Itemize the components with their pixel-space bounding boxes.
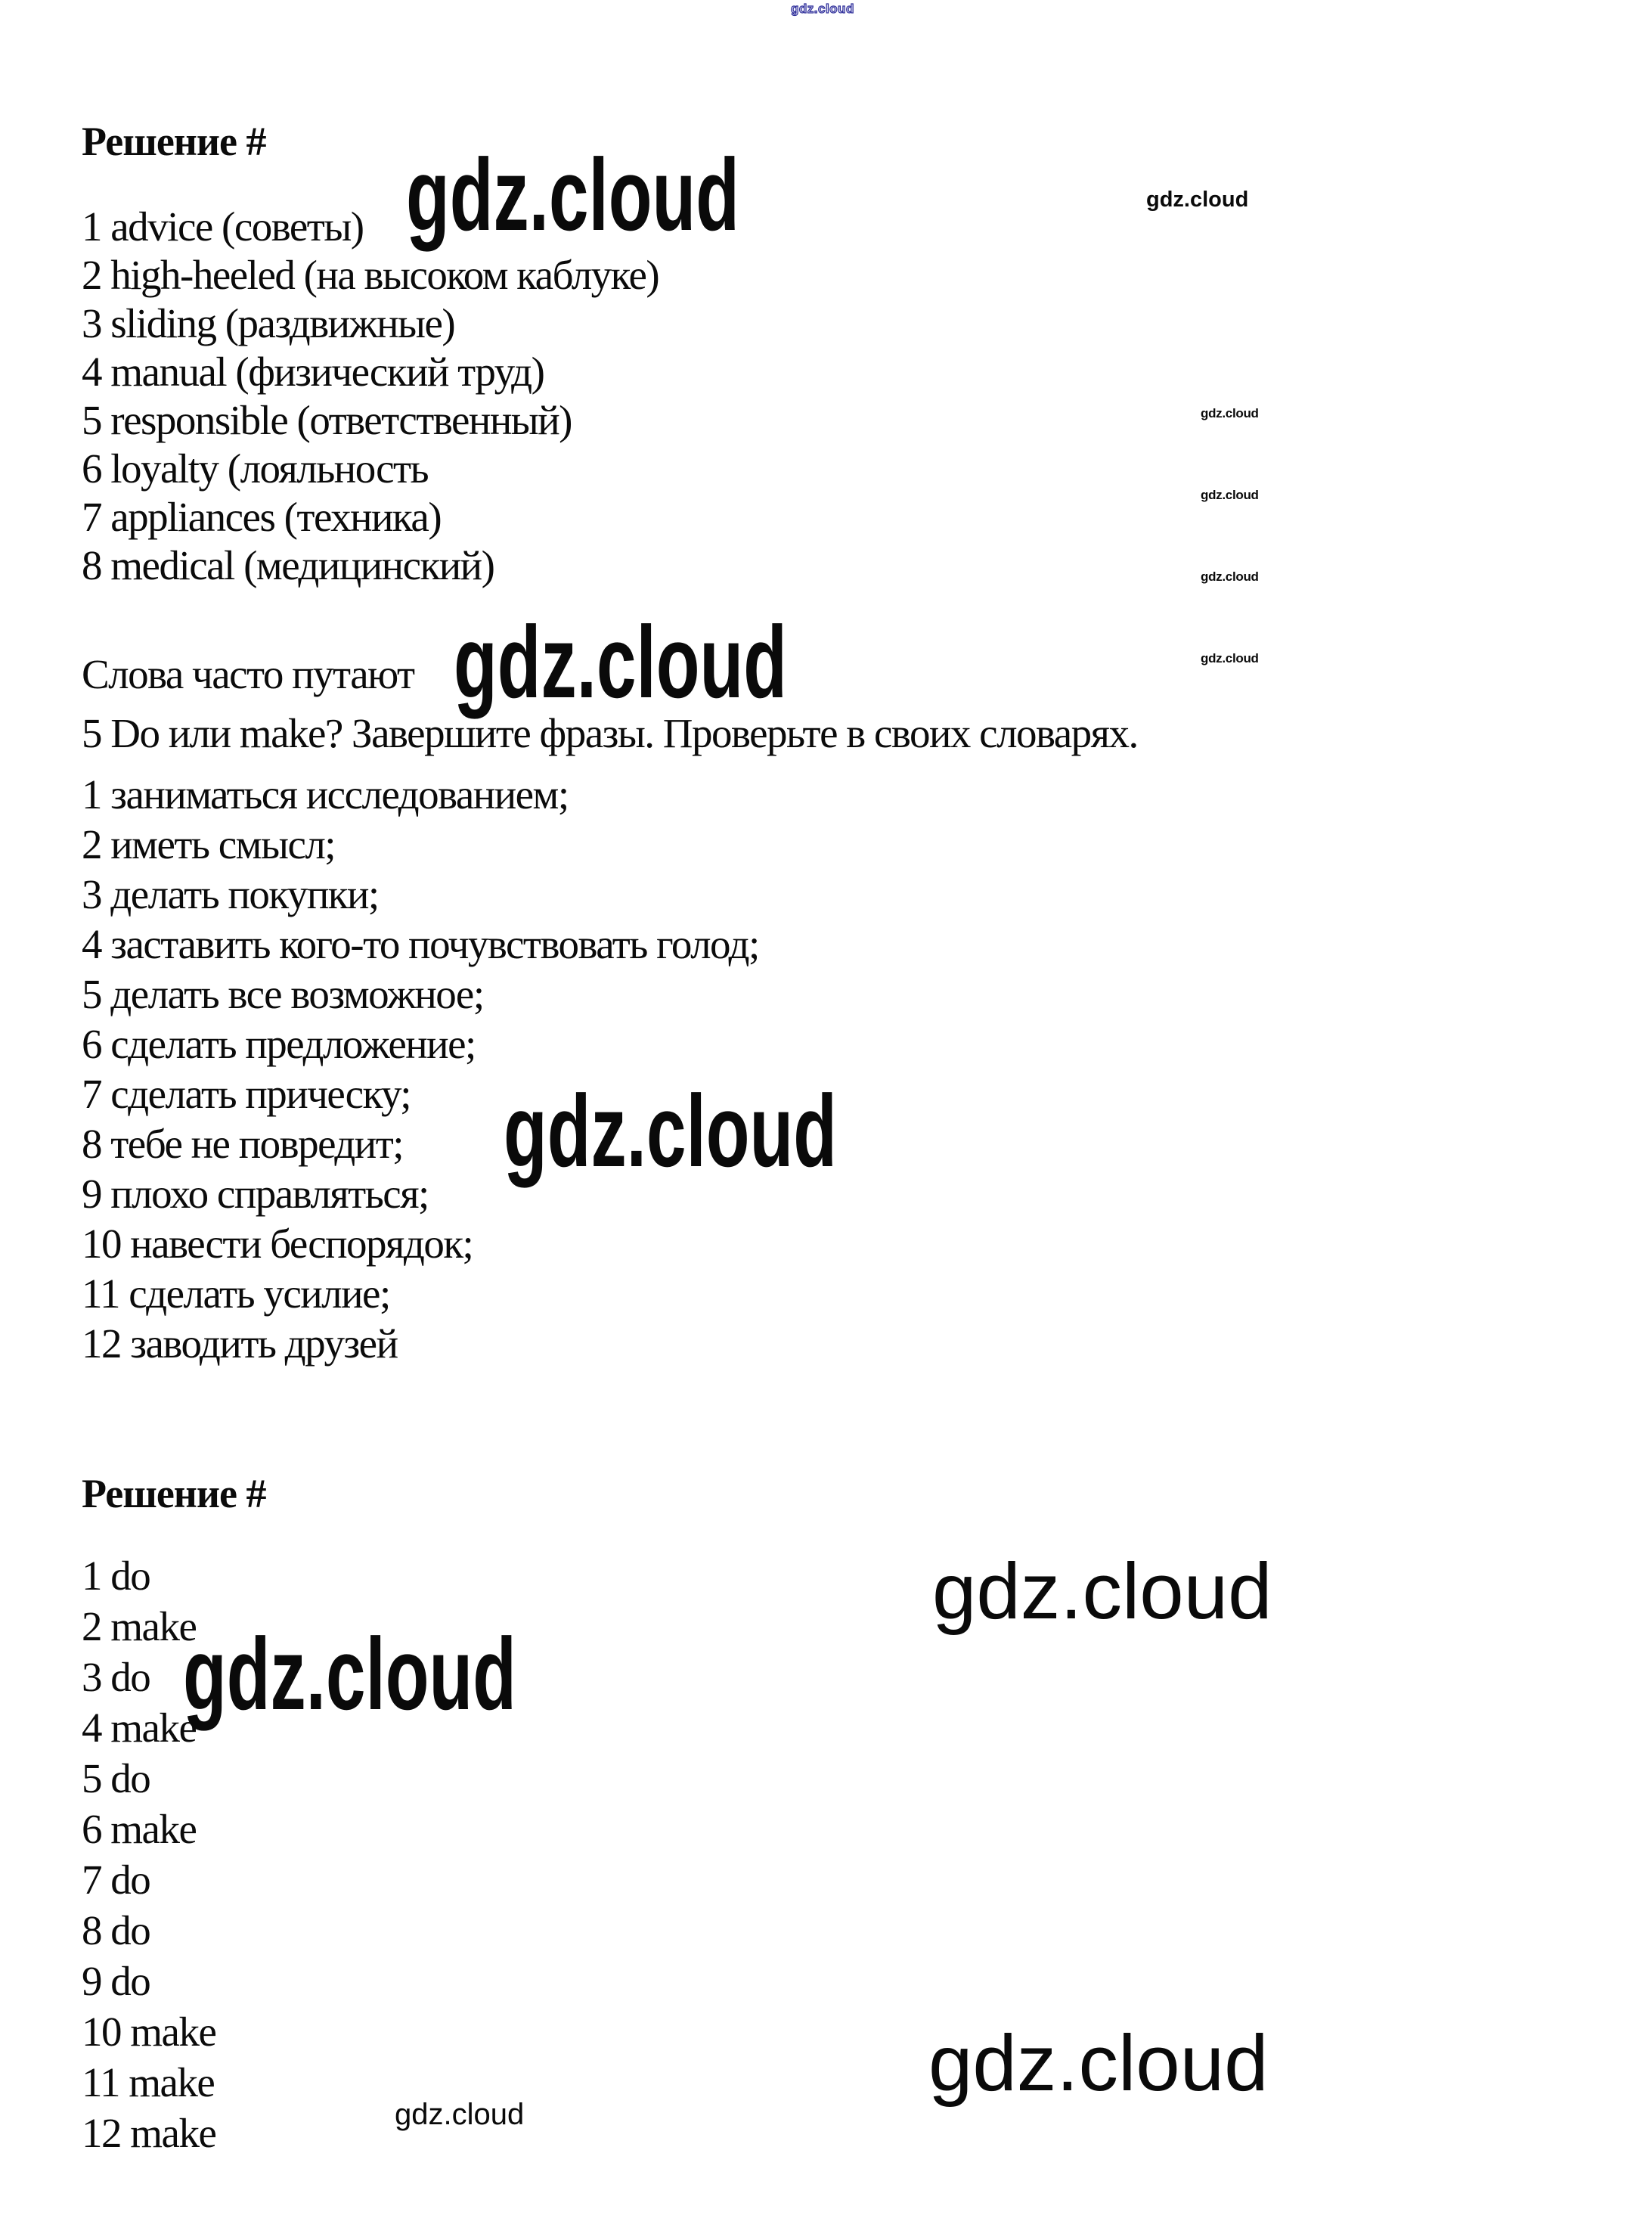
phrase-item: 10 навести беспорядок; bbox=[82, 1221, 473, 1267]
phrase-item: 4 заставить кого-то почувствовать голод; bbox=[82, 921, 759, 967]
watermark-small-4: gdz.cloud bbox=[1201, 651, 1259, 665]
answer-item: 3 do bbox=[82, 1654, 150, 1700]
phrase-item: 8 тебе не повредит; bbox=[82, 1121, 404, 1167]
watermark-big-3: gdz.cloud bbox=[504, 1074, 837, 1188]
phrase-item: 2 иметь смысл; bbox=[82, 821, 336, 867]
phrase-item: 1 заниматься исследованием; bbox=[82, 771, 569, 818]
solution1-item: 2 high-heeled (на высоком каблуке) bbox=[82, 252, 659, 298]
answer-item: 12 make bbox=[82, 2110, 216, 2156]
answer-item: 7 do bbox=[82, 1857, 150, 1903]
answer-item: 1 do bbox=[82, 1553, 150, 1599]
solution1-item: 3 sliding (раздвижные) bbox=[82, 300, 455, 346]
answer-item: 10 make bbox=[82, 2009, 216, 2055]
solution1-item: 7 appliances (техника) bbox=[82, 494, 442, 540]
watermark-small-2: gdz.cloud bbox=[1201, 488, 1259, 502]
answer-item: 11 make bbox=[82, 2059, 215, 2105]
confused-words-heading: Слова часто путают bbox=[82, 651, 414, 697]
phrase-item: 11 сделать усилие; bbox=[82, 1270, 390, 1317]
watermark-small-1: gdz.cloud bbox=[1201, 406, 1259, 420]
solution1-list bbox=[82, 203, 659, 590]
solution2-heading: Решение # bbox=[82, 1471, 266, 1516]
solution1-item: 5 responsible (ответственный) bbox=[82, 397, 572, 443]
solution1-item: 1 advice (советы) bbox=[82, 203, 364, 250]
answer-item: 4 make bbox=[82, 1705, 197, 1751]
solution1-heading: Решение # bbox=[82, 119, 266, 164]
phrase-item: 3 делать покупки; bbox=[82, 871, 379, 917]
solution1-item: 6 loyalty (лояльность bbox=[82, 445, 429, 492]
answer-item: 8 do bbox=[82, 1907, 150, 1953]
watermark-small-3: gdz.cloud bbox=[1201, 569, 1259, 584]
watermark-medium-bottom: gdz.cloud bbox=[395, 2098, 525, 2131]
phrase-item: 5 делать все возможное; bbox=[82, 971, 484, 1017]
watermark-medium-top-right: gdz.cloud bbox=[1146, 188, 1249, 212]
phrase-item: 12 заводить друзей bbox=[82, 1320, 398, 1367]
solution1-item: 8 medical (медицинский) bbox=[82, 542, 494, 588]
solution1-item: 4 manual (физический труд) bbox=[82, 349, 544, 395]
confused-words-list bbox=[82, 770, 759, 1369]
phrase-item: 6 сделать предложение; bbox=[82, 1021, 476, 1067]
watermark-big-4: gdz.cloud bbox=[183, 1617, 516, 1731]
confused-words-task: 5 Do или make? Завершите фразы. Проверьте в своих словарях. bbox=[82, 710, 1138, 756]
answer-item: 2 make bbox=[82, 1603, 197, 1649]
watermark-big-2: gdz.cloud bbox=[454, 605, 787, 719]
watermark-big-6: gdz.cloud bbox=[928, 2019, 1269, 2108]
phrase-item: 7 сделать прическу; bbox=[82, 1071, 411, 1117]
watermark-big-1: gdz.cloud bbox=[406, 138, 739, 252]
answer-item: 9 do bbox=[82, 1958, 150, 2004]
watermark-big-5: gdz.cloud bbox=[932, 1547, 1272, 1636]
answer-item: 5 do bbox=[82, 1755, 150, 1801]
watermark-tiny-top: gdz.cloud bbox=[791, 2, 854, 16]
phrase-item: 9 плохо справляться; bbox=[82, 1171, 429, 1217]
answer-item: 6 make bbox=[82, 1806, 197, 1852]
